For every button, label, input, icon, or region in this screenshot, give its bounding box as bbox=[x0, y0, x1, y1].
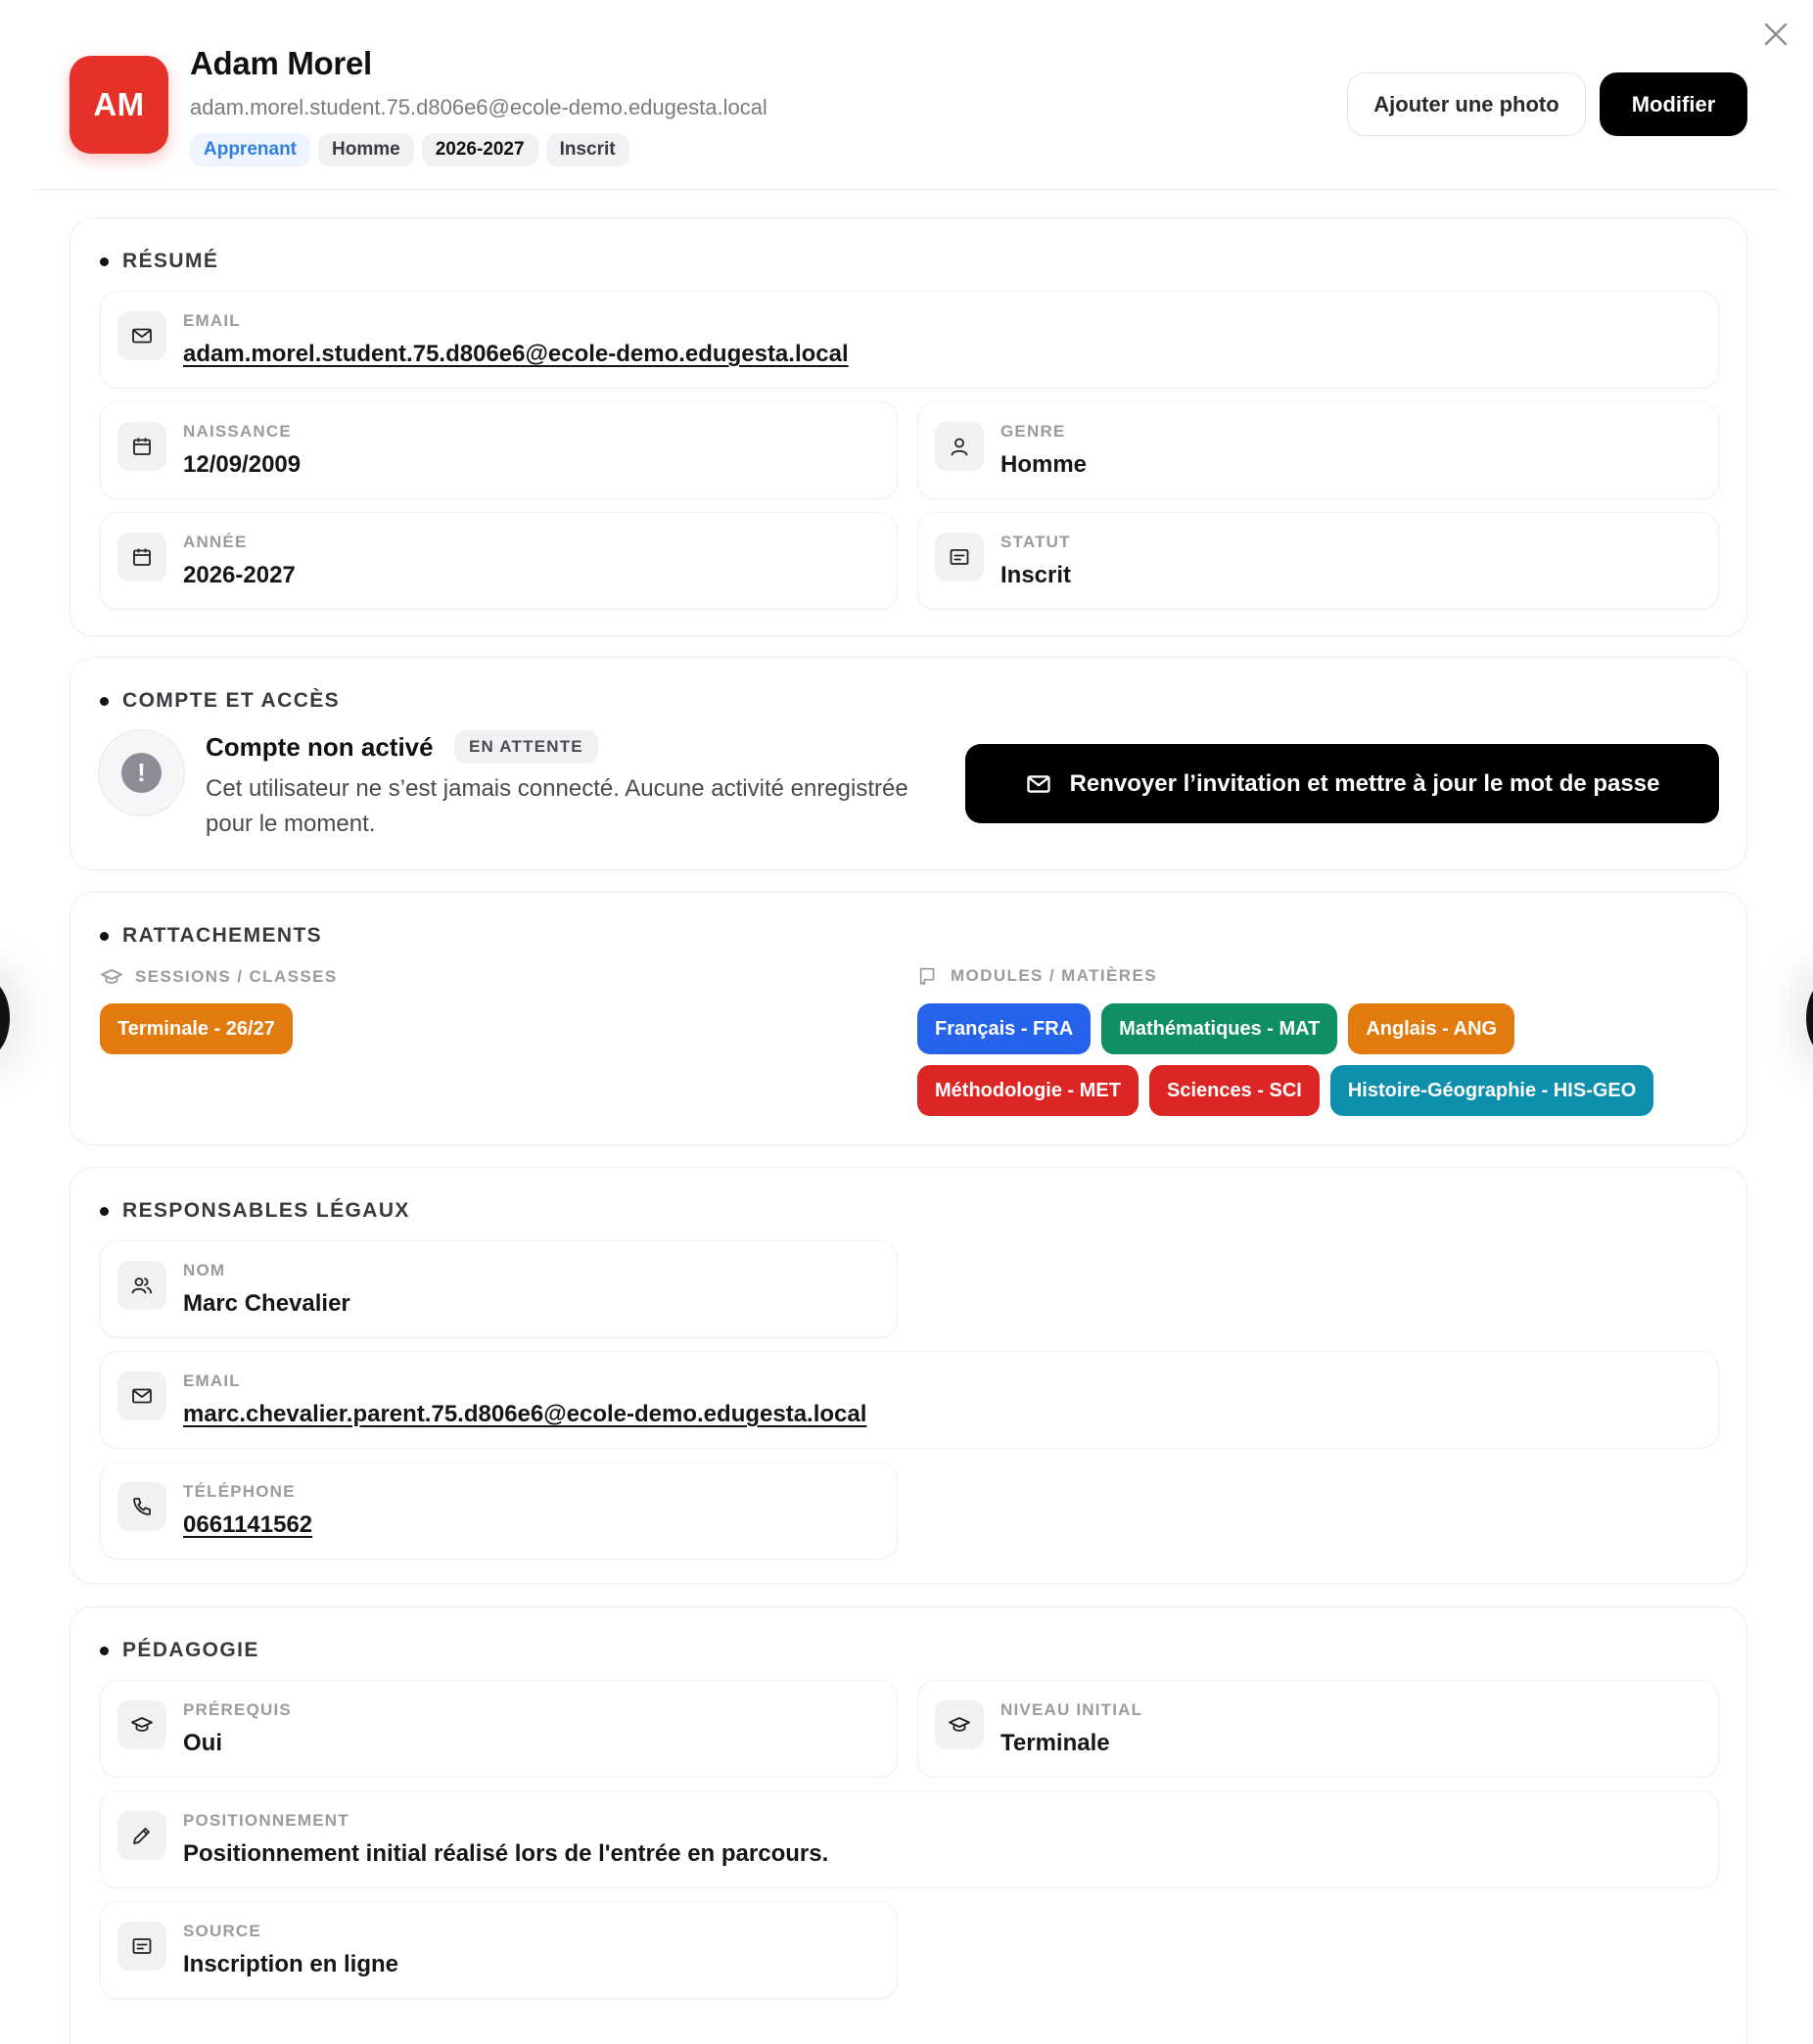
account-section bbox=[70, 657, 1747, 870]
mail-icon bbox=[117, 311, 166, 360]
module-tag[interactable]: Histoire-Géographie - HIS-GEO bbox=[1330, 1065, 1653, 1116]
user-icon bbox=[935, 422, 984, 471]
module-tag[interactable]: Mathématiques - MAT bbox=[1101, 1003, 1337, 1054]
status-field: STATUT Inscrit bbox=[917, 512, 1719, 610]
calendar-icon bbox=[117, 533, 166, 581]
guardian-name-field: NOM Marc Chevalier bbox=[100, 1240, 898, 1338]
session-tags bbox=[100, 1003, 883, 1054]
graduation-cap-icon bbox=[935, 1700, 984, 1749]
pencil-icon bbox=[117, 1811, 166, 1860]
module-tags bbox=[917, 1003, 1720, 1116]
book-icon bbox=[917, 965, 939, 987]
attachments-section bbox=[70, 892, 1747, 1145]
edit-button[interactable]: Modifier bbox=[1600, 72, 1747, 136]
gender-chip: Homme bbox=[318, 133, 414, 166]
year-field: ANNÉE 2026-2027 bbox=[100, 512, 898, 610]
graduation-cap-icon bbox=[117, 1700, 166, 1749]
mail-icon bbox=[117, 1371, 166, 1420]
user-name: Adam Morel bbox=[190, 45, 372, 81]
session-tag[interactable]: Terminale - 26/27 bbox=[100, 1003, 293, 1054]
resend-invitation-button[interactable]: Renvoyer l’invitation et mettre à jour le mot de passe bbox=[965, 744, 1719, 823]
gender-field: GENRE Homme bbox=[917, 401, 1719, 499]
add-photo-button[interactable]: Ajouter une photo bbox=[1347, 72, 1586, 136]
year-chip: 2026-2027 bbox=[422, 133, 538, 166]
close-icon bbox=[1763, 22, 1789, 47]
user-chips bbox=[190, 133, 629, 166]
next-nav-button[interactable] bbox=[1806, 979, 1813, 1057]
profile-header bbox=[0, 0, 1813, 190]
phone-icon bbox=[117, 1482, 166, 1531]
guardian-phone-link[interactable]: 0661141562 bbox=[183, 1511, 313, 1538]
role-chip: Apprenant bbox=[190, 133, 310, 166]
avatar: AM bbox=[70, 56, 168, 154]
modules-label: MODULES / MATIÈRES bbox=[917, 965, 1157, 987]
summary-section bbox=[70, 217, 1747, 636]
module-tag[interactable]: Méthodologie - MET bbox=[917, 1065, 1139, 1116]
pedagogy-section bbox=[70, 1606, 1747, 2044]
section-title: RÉSUMÉ bbox=[100, 250, 218, 273]
id-card-icon bbox=[935, 533, 984, 581]
guardian-phone-field: TÉLÉPHONE 0661141562 bbox=[100, 1462, 898, 1559]
id-card-icon bbox=[117, 1922, 166, 1971]
close-button[interactable] bbox=[1761, 20, 1790, 49]
calendar-icon bbox=[117, 422, 166, 471]
users-icon bbox=[117, 1261, 166, 1310]
header-divider bbox=[33, 189, 1780, 190]
sessions-label: SESSIONS / CLASSES bbox=[100, 965, 338, 989]
guardians-section bbox=[70, 1167, 1747, 1584]
user-email: adam.morel.student.75.d806e6@ecole-demo.edugesta.local bbox=[190, 95, 767, 119]
section-title: RESPONSABLES LÉGAUX bbox=[100, 1199, 410, 1223]
alert-icon: ! bbox=[98, 729, 185, 816]
section-title: PÉDAGOGIE bbox=[100, 1639, 259, 1662]
graduation-cap-icon bbox=[100, 965, 123, 989]
module-tag[interactable]: Sciences - SCI bbox=[1149, 1065, 1320, 1116]
status-chip: Inscrit bbox=[546, 133, 629, 166]
prereq-field: PRÉREQUIS Oui bbox=[100, 1680, 898, 1778]
section-title: RATTACHEMENTS bbox=[100, 924, 322, 948]
account-state-title: Compte non activé bbox=[206, 732, 434, 762]
module-tag[interactable]: Français - FRA bbox=[917, 1003, 1091, 1054]
source-field: SOURCE Inscription en ligne bbox=[100, 1901, 898, 1999]
birth-field: NAISSANCE 12/09/2009 bbox=[100, 401, 898, 499]
guardian-email-link[interactable]: marc.chevalier.parent.75.d806e6@ecole-demo.edugesta.local bbox=[183, 1401, 867, 1427]
initial-level-field: NIVEAU INITIAL Terminale bbox=[917, 1680, 1719, 1778]
module-tag[interactable]: Anglais - ANG bbox=[1348, 1003, 1514, 1054]
account-description: Cet utilisateur ne s’est jamais connecté. Aucune activité enregistrée pour le moment. bbox=[206, 775, 908, 837]
pending-badge: EN ATTENTE bbox=[454, 730, 598, 764]
previous-nav-button[interactable] bbox=[0, 979, 10, 1057]
mail-icon bbox=[1025, 770, 1052, 798]
email-link[interactable]: adam.morel.student.75.d806e6@ecole-demo.edugesta.local bbox=[183, 341, 849, 367]
email-field: EMAIL adam.morel.student.75.d806e6@ecole-demo.edugesta.local bbox=[100, 291, 1719, 389]
section-title: COMPTE ET ACCÈS bbox=[100, 689, 340, 713]
guardian-email-field: EMAIL marc.chevalier.parent.75.d806e6@ecole-demo.edugesta.local bbox=[100, 1351, 1719, 1449]
positioning-field: POSITIONNEMENT Positionnement initial réalisé lors de l'entrée en parcours. bbox=[100, 1790, 1719, 1888]
